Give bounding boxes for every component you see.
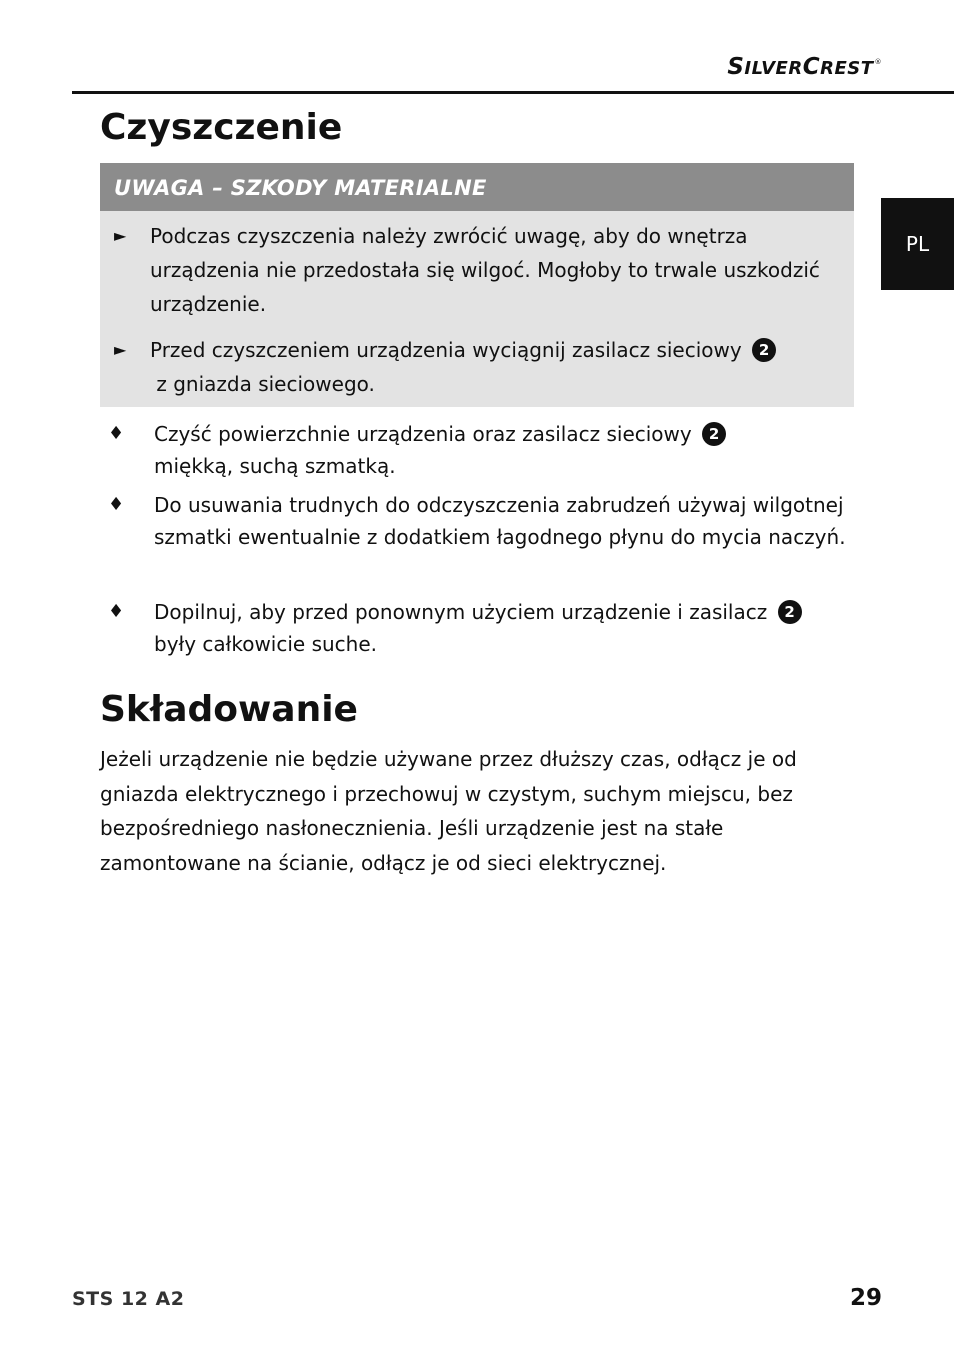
brand-logo [727, 54, 882, 80]
diamond-bullet-icon: ♦ [108, 423, 125, 444]
brand-letter: ILVER [744, 58, 803, 79]
list-item [108, 418, 854, 482]
diamond-bullet-icon: ♦ [108, 494, 125, 515]
warning-heading: UWAGA – SZKODY MATERIALNE [100, 163, 854, 211]
section-title-storage: Składowanie [100, 689, 358, 730]
reference-number-badge: 2 [752, 338, 776, 362]
warning-item [114, 333, 824, 401]
list-item [108, 596, 854, 660]
arrow-right-icon: ► [114, 340, 127, 359]
brand-letter: C [802, 54, 821, 80]
list-text-part: Czyść powierzchnie urządzenia oraz zasilacz sieciowy [154, 422, 692, 446]
list-text-part: były całkowicie suche. [154, 632, 378, 656]
warning-text-part: Przed czyszczeniem urządzenia wyciągnij zasilacz sieciowy [150, 338, 742, 362]
registered-mark: ® [874, 58, 882, 66]
warning-item [114, 219, 824, 321]
list-item-text: Do usuwania trudnych do odczyszczenia zabrudzeń używaj wilgotnej szmatki ewentualnie z dodatkiem łagodnego płynu do mycia naczyń. [154, 493, 846, 549]
warning-text-part: z gniazda sieciowego. [156, 372, 375, 396]
list-item [108, 489, 854, 553]
storage-paragraph: Jeżeli urządzenie nie będzie używane przez dłuższy czas, odłącz je od gniazda elektrycznego i przechowuj w czystym, suchym miejscu, bez bezpośredniego nasłonecznienia. Jeśli urządzenie jest na stałe zamontowane na ścianie, odłącz je od sieci elektrycznej. [100, 747, 797, 875]
list-item-text [154, 418, 854, 482]
page-number: 29 [849, 1285, 882, 1311]
language-tab: PL [881, 198, 954, 290]
reference-number-badge: 2 [702, 422, 726, 446]
reference-number-badge: 2 [778, 600, 802, 624]
diamond-bullet-icon: ♦ [108, 601, 125, 622]
footer-model-number: STS 12 A2 [72, 1288, 185, 1310]
header-divider [72, 91, 954, 94]
list-item-text [154, 596, 854, 660]
brand-letter: REST [820, 58, 874, 79]
section-title-cleaning: Czyszczenie [100, 107, 343, 148]
list-text-part: Dopilnuj, aby przed ponownym użyciem urządzenie i zasilacz [154, 600, 768, 624]
arrow-right-icon: ► [114, 226, 127, 245]
warning-item-text: Podczas czyszczenia należy zwrócić uwagę, aby do wnętrza urządzenia nie przedostała się wilgoć. Mogłoby to trwale uszkodzić urządzenie. [150, 224, 820, 316]
warning-box [100, 163, 854, 407]
list-text-part: miękką, suchą szmatką. [154, 454, 396, 478]
warning-item-text [150, 333, 824, 401]
brand-letter: S [727, 54, 745, 80]
